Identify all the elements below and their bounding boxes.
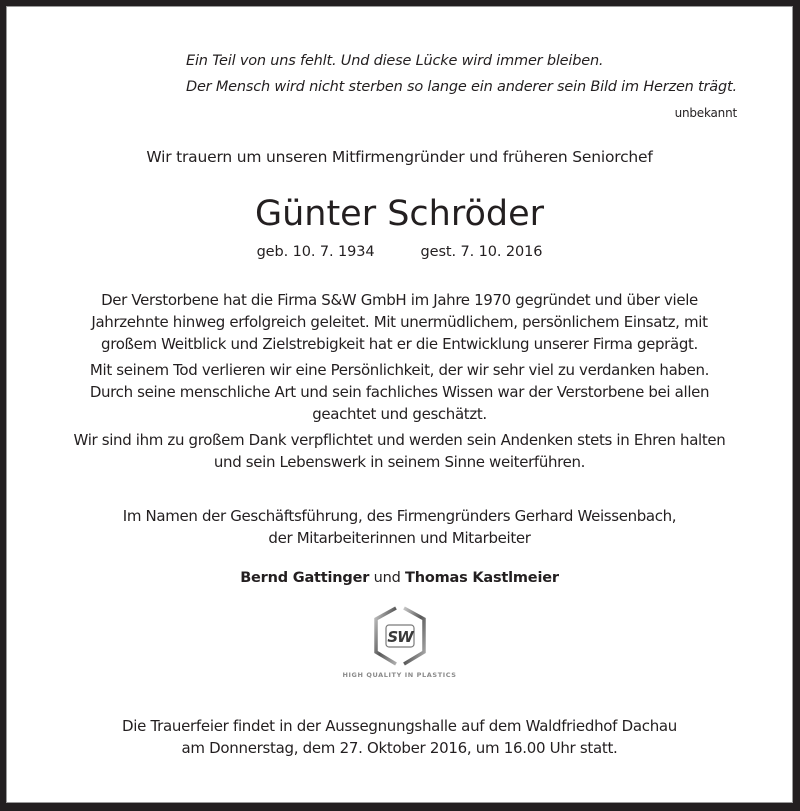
birth-date: geb. 10. 7. 1934	[256, 244, 375, 260]
signatory-2: Thomas Kastlmeier	[405, 570, 559, 586]
deceased-name: Günter Schröder	[254, 194, 545, 234]
text-line: Durch seine menschliche Art und sein fachliches Wissen war der Verstorbene bei allen	[89, 383, 710, 401]
life-dates	[7, 244, 792, 260]
signature-line: Im Namen der Geschäftsführung, des Firmengründers Gerhard Weissenbach,	[122, 507, 677, 525]
sw-hexagon-logo-icon	[367, 604, 433, 670]
signatory-1: Bernd Gattinger	[240, 570, 370, 586]
signature-line: der Mitarbeiterinnen und Mitarbeiter	[268, 529, 531, 547]
quote-line-1: Ein Teil von uns fehlt. Und diese Lücke wird immer bleiben.	[186, 53, 604, 69]
text-line: Jahrzehnte hinweg erfolgreich geleitet. Mit unermüdlichem, persönlichem Einsatz, mit	[91, 313, 708, 331]
text-line: großem Weitblick und Zielstrebigkeit hat er die Entwicklung unserer Firma geprägt.	[101, 335, 698, 353]
text-line: Der Verstorbene hat die Firma S&W GmbH im Jahre 1970 gegründet und über viele	[101, 291, 698, 309]
paragraph-3	[7, 429, 792, 473]
death-date: gest. 7. 10. 2016	[420, 244, 543, 260]
signatory-connector: und	[369, 570, 405, 586]
paragraph-2	[7, 359, 792, 425]
text-line: Wir sind ihm zu großem Dank verpflichtet und werden sein Andenken stets in Ehren halten	[73, 431, 726, 449]
funeral-line: Die Trauerfeier findet in der Aussegnungshalle auf dem Waldfriedhof Dachau	[121, 717, 677, 735]
funeral-info	[7, 715, 792, 759]
paragraph-1	[7, 289, 792, 355]
signature-block	[7, 505, 792, 549]
quote-author: unbekannt	[674, 106, 737, 120]
logo-tagline: HIGH QUALITY IN PLASTICS	[342, 671, 457, 679]
obituary-notice	[6, 6, 793, 803]
quote-line-2: Der Mensch wird nicht sterben so lange ein anderer sein Bild im Herzen trägt.	[186, 79, 737, 95]
text-line: Mit seinem Tod verlieren wir eine Persönlichkeit, der wir sehr viel zu verdanken haben.	[89, 361, 710, 379]
svg-text:SW: SW	[386, 628, 413, 646]
funeral-line: am Donnerstag, dem 27. Oktober 2016, um 16.00 Uhr statt.	[181, 739, 618, 757]
mourning-line: Wir trauern um unseren Mitfirmengründer und früheren Seniorchef	[146, 148, 653, 166]
signatory-names	[7, 570, 792, 586]
text-line: und sein Lebenswerk in seinem Sinne weiterführen.	[213, 453, 586, 471]
text-line: geachtet und geschätzt.	[312, 405, 487, 423]
